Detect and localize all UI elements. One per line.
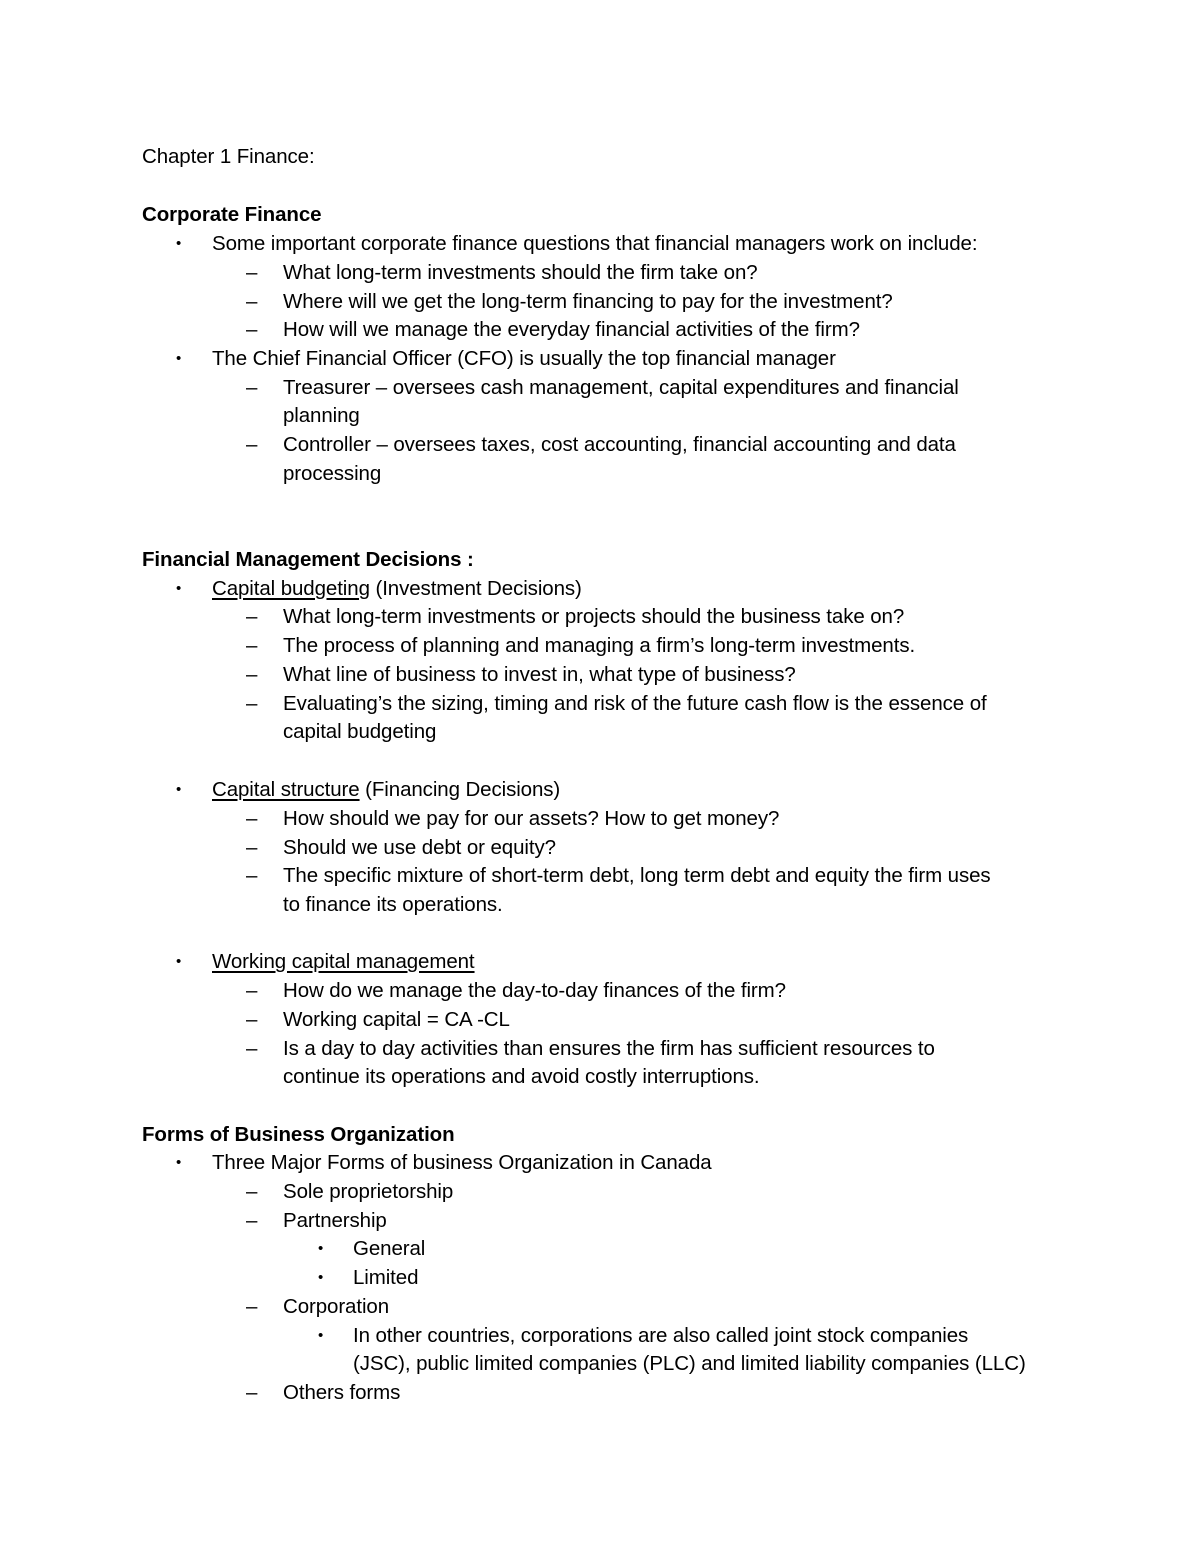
list-item: Is a day to day activities than ensures the firm has sufficient resources to (283, 1037, 935, 1060)
dash-marker: – (246, 318, 258, 341)
bullet-marker: • (318, 1327, 324, 1344)
bullet-marker: • (176, 781, 182, 798)
list-item-continuation: to finance its operations. (283, 893, 503, 916)
dash-marker: – (246, 376, 258, 399)
list-item: Limited (353, 1266, 419, 1289)
bullet-marker: • (176, 350, 182, 367)
dash-marker: – (246, 261, 258, 284)
dash-marker: – (246, 605, 258, 628)
list-item: Working capital = CA -CL (283, 1008, 510, 1031)
list-item: Others forms (283, 1381, 401, 1404)
bullet-marker: • (318, 1269, 324, 1286)
list-item: In other countries, corporations are also called joint stock companies (353, 1324, 969, 1347)
list-item-continuation: (JSC), public limited companies (PLC) and limited liability companies (LLC) (353, 1352, 1026, 1375)
list-item: Partnership (283, 1209, 387, 1232)
list-item: Evaluating’s the sizing, timing and risk of the future cash flow is the essence of (283, 692, 987, 715)
section-heading-corporate-finance: Corporate Finance (142, 203, 322, 226)
list-item-capital-budgeting (212, 574, 582, 603)
document-title: Chapter 1 Finance: (142, 145, 315, 168)
bullet-marker: • (318, 1240, 324, 1257)
list-item: How will we manage the everyday financial activities of the firm? (283, 318, 860, 341)
dash-marker: – (246, 864, 258, 887)
bullet-marker: • (176, 235, 182, 252)
list-item: The Chief Financial Officer (CFO) is usually the top financial manager (212, 347, 836, 370)
list-item: What long-term investments should the firm take on? (283, 261, 758, 284)
list-item: General (353, 1237, 426, 1260)
list-item: How should we pay for our assets? How to get money? (283, 807, 780, 830)
list-item: The specific mixture of short-term debt, long term debt and equity the firm uses (283, 864, 991, 887)
dash-marker: – (246, 1209, 258, 1232)
list-item: What line of business to invest in, what type of business? (283, 663, 796, 686)
dash-marker: – (246, 290, 258, 313)
list-item-continuation: continue its operations and avoid costly interruptions. (283, 1065, 760, 1088)
list-item: Corporation (283, 1295, 390, 1318)
dash-marker: – (246, 1037, 258, 1060)
bullet-marker: • (176, 580, 182, 597)
dash-marker: – (246, 1180, 258, 1203)
dash-marker: – (246, 1295, 258, 1318)
list-item-working-capital (212, 947, 475, 976)
dash-marker: – (246, 692, 258, 715)
list-item: Where will we get the long-term financing to pay for the investment? (283, 290, 893, 313)
list-item: How do we manage the day-to-day finances of the firm? (283, 979, 786, 1002)
dash-marker: – (246, 979, 258, 1002)
list-item-capital-structure (212, 775, 560, 804)
dash-marker: – (246, 634, 258, 657)
list-item-continuation: capital budgeting (283, 720, 437, 743)
list-item: Treasurer – oversees cash management, capital expenditures and financial (283, 376, 959, 399)
list-item: Some important corporate finance questions that financial managers work on include: (212, 232, 978, 255)
list-item-continuation: processing (283, 462, 382, 485)
dash-marker: – (246, 1381, 258, 1404)
term-capital-budgeting: Capital budgeting (212, 577, 370, 600)
dash-marker: – (246, 433, 258, 456)
bullet-marker: • (176, 1154, 182, 1171)
list-item: Controller – oversees taxes, cost accounting, financial accounting and data (283, 433, 956, 456)
dash-marker: – (246, 1008, 258, 1031)
term-working-capital-management: Working capital management (212, 950, 475, 973)
term-capital-structure: Capital structure (212, 778, 360, 801)
list-item: Should we use debt or equity? (283, 836, 556, 859)
list-item: What long-term investments or projects should the business take on? (283, 605, 905, 628)
term-description: (Investment Decisions) (369, 577, 582, 600)
list-item: The process of planning and managing a firm’s long-term investments. (283, 634, 916, 657)
bullet-marker: • (176, 953, 182, 970)
dash-marker: – (246, 807, 258, 830)
term-description: (Financing Decisions) (359, 778, 561, 801)
list-item: Sole proprietorship (283, 1180, 454, 1203)
section-heading-financial-management-decisions: Financial Management Decisions : (142, 548, 474, 571)
dash-marker: – (246, 836, 258, 859)
list-item-continuation: planning (283, 404, 360, 427)
list-item: Three Major Forms of business Organization in Canada (212, 1151, 712, 1174)
dash-marker: – (246, 663, 258, 686)
section-heading-forms-of-business-organization: Forms of Business Organization (142, 1123, 455, 1146)
